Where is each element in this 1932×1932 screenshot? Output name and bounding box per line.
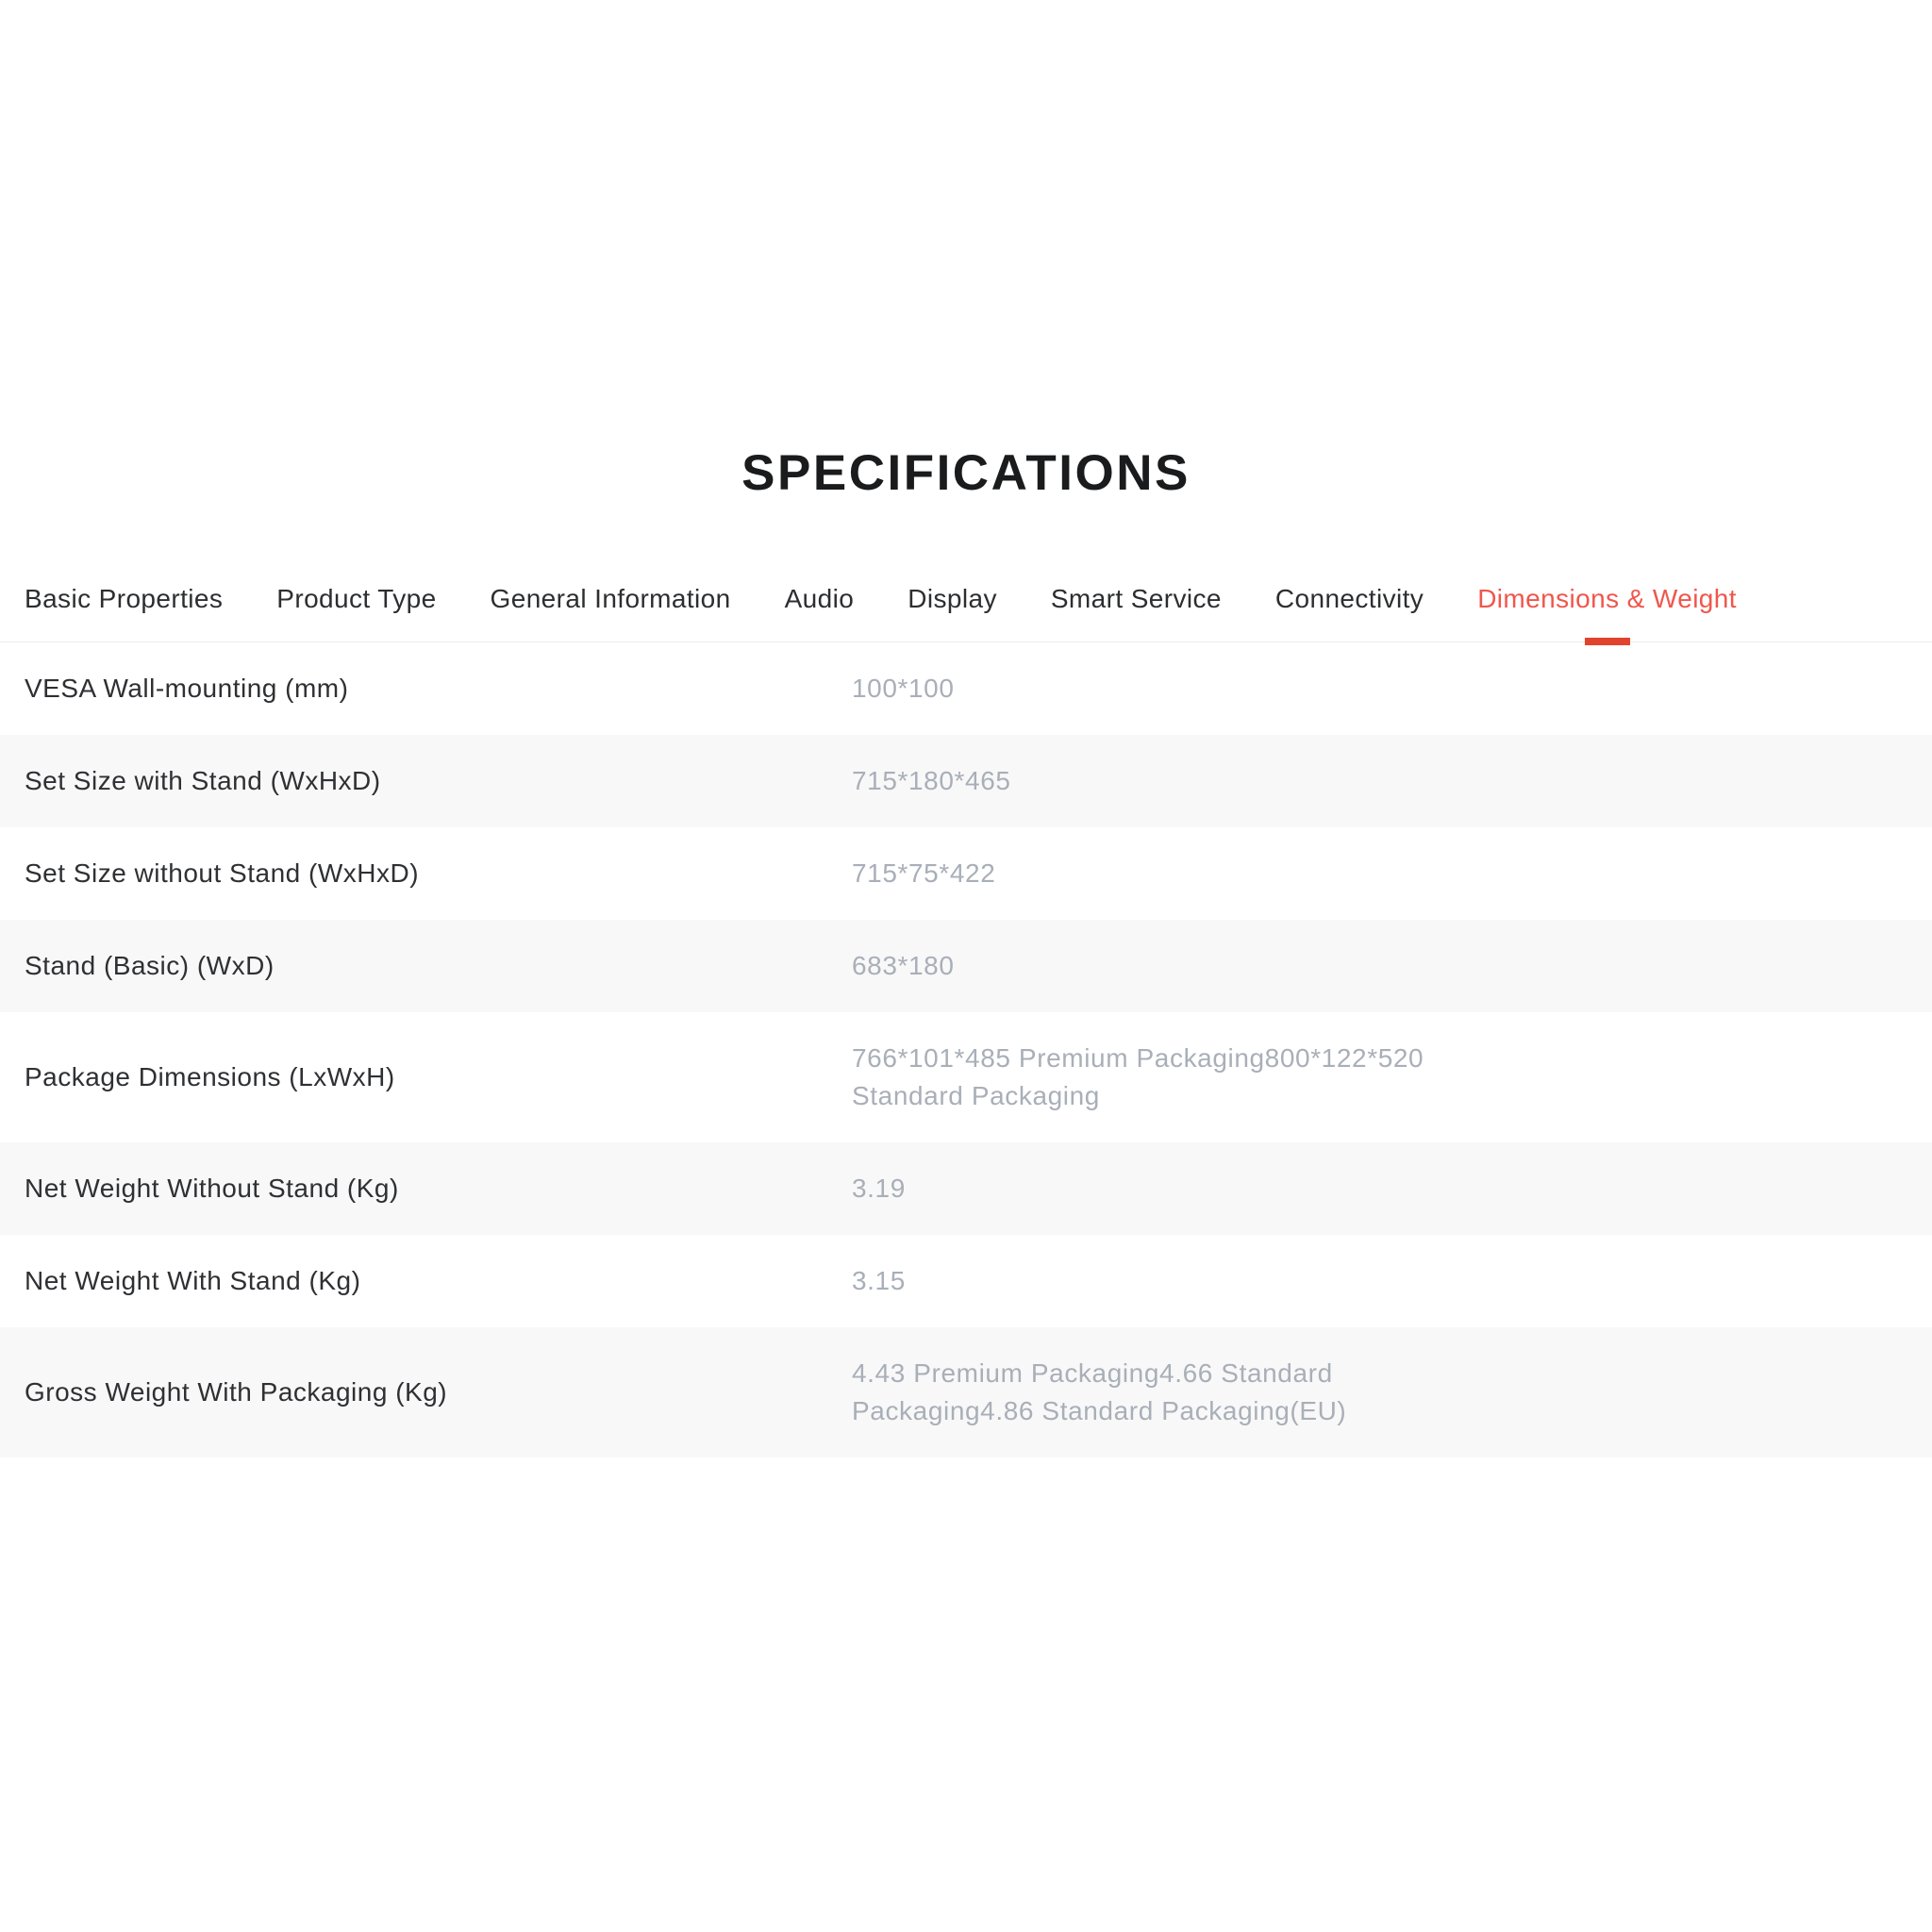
tab-display[interactable]: Display — [908, 584, 997, 613]
spec-label: Net Weight Without Stand (Kg) — [25, 1174, 399, 1203]
tab-audio[interactable]: Audio — [784, 584, 855, 613]
title-section — [0, 0, 1932, 502]
spec-value: 766*101*485 Premium Packaging800*122*520 Standard Packaging — [852, 1043, 1424, 1110]
table-row — [0, 920, 1932, 1012]
active-tab-underline — [1585, 638, 1630, 645]
spec-label: Package Dimensions (LxWxH) — [25, 1062, 395, 1091]
table-row — [0, 642, 1932, 735]
spec-value: 4.43 Premium Packaging4.66 Standard Packaging4.86 Standard Packaging(EU) — [852, 1358, 1347, 1425]
tab-bar — [0, 583, 1932, 642]
tab-product-type[interactable]: Product Type — [276, 584, 437, 613]
table-row — [0, 1327, 1932, 1457]
spec-value: 715*75*422 — [852, 858, 996, 888]
spec-table — [0, 642, 1932, 1457]
spec-value: 3.19 — [852, 1174, 906, 1203]
table-row — [0, 1142, 1932, 1235]
table-row — [0, 735, 1932, 827]
tab-basic-properties[interactable]: Basic Properties — [25, 584, 224, 613]
table-row — [0, 827, 1932, 920]
spec-value: 3.15 — [852, 1266, 906, 1295]
page-title: SPECIFICATIONS — [741, 445, 1191, 501]
spec-label: VESA Wall-mounting (mm) — [25, 674, 349, 703]
spec-value: 715*180*465 — [852, 766, 1011, 795]
tab-dimensions-weight[interactable]: Dimensions & Weight — [1477, 583, 1737, 641]
tab-smart-service[interactable]: Smart Service — [1050, 584, 1222, 613]
spec-label: Set Size without Stand (WxHxD) — [25, 858, 420, 888]
spec-label: Net Weight With Stand (Kg) — [25, 1266, 361, 1295]
spec-label: Set Size with Stand (WxHxD) — [25, 766, 381, 795]
spec-label: Gross Weight With Packaging (Kg) — [25, 1377, 448, 1407]
table-row — [0, 1012, 1932, 1142]
tab-connectivity[interactable]: Connectivity — [1274, 584, 1424, 613]
spec-value: 683*180 — [852, 951, 955, 980]
spec-label: Stand (Basic) (WxD) — [25, 951, 275, 980]
table-row — [0, 1235, 1932, 1327]
tab-general-information[interactable]: General Information — [490, 584, 731, 613]
spec-value: 100*100 — [852, 674, 955, 703]
